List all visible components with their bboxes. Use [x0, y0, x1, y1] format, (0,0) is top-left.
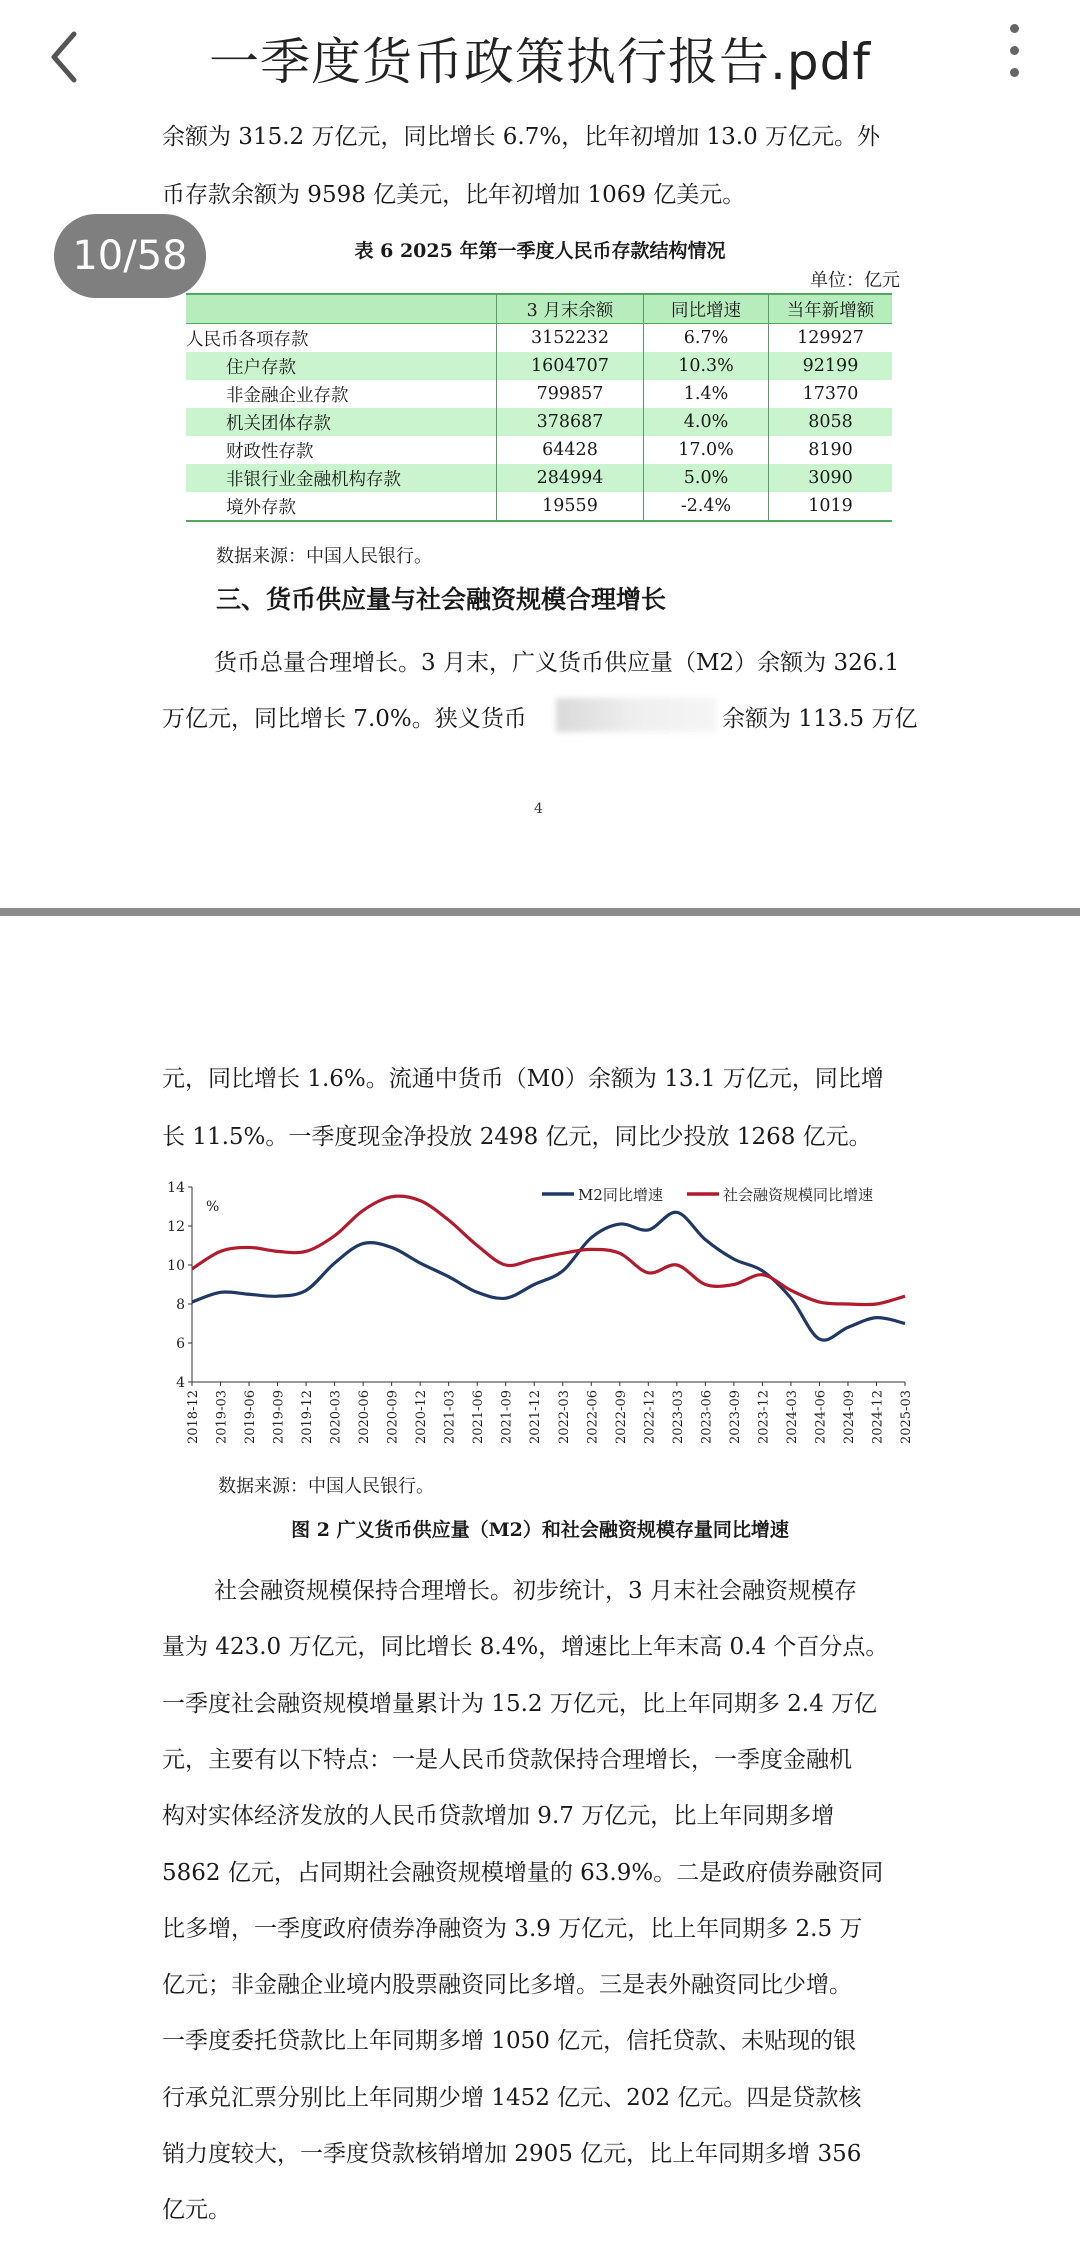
- text-line: 一季度委托贷款比上年同期多增 1050 亿元，信托贷款、未贴现的银: [162, 2028, 857, 2055]
- text-line: 元，主要有以下特点：一是人民币贷款保持合理增长，一季度金融机: [162, 1746, 852, 1773]
- text-line: 元，同比增长 1.6%。流通中货币（M0）余额为 13.1 万亿元，同比增: [162, 1066, 884, 1092]
- text-line: 5862 亿元，占同期社会融资规模增量的 63.9%。二是政府债券融资同: [162, 1859, 884, 1886]
- table-row: [186, 436, 892, 464]
- text-line: 比多增，一季度政府债券净融资为 3.9 万亿元，比上年同期多 2.5 万: [162, 1915, 863, 1942]
- text-line: 亿元。: [162, 2197, 231, 2224]
- x-tick-label: 2020-03: [328, 1390, 344, 1445]
- document-title: 一季度货币政策执行报告.pdf: [209, 33, 871, 91]
- x-tick-label: 2024-09: [841, 1390, 857, 1445]
- text-line: 社会融资规模保持合理增长。初步统计，3 月末社会融资规模存: [214, 1578, 857, 1604]
- text-line: 余额为 315.2 万亿元，同比增长 6.7%，比年初增加 13.0 万亿元。外: [162, 124, 881, 150]
- x-tick-label: 2020-09: [385, 1390, 401, 1445]
- legend-label: 社会融资规模同比增速: [723, 1186, 874, 1204]
- x-tick-label: 2021-03: [442, 1390, 458, 1445]
- y-tick-label: 4: [176, 1375, 185, 1391]
- table-cell: 6.7%: [644, 324, 769, 353]
- deposit-table: [186, 293, 892, 522]
- page-number: 4: [534, 801, 543, 817]
- x-tick-label: 2022-09: [613, 1390, 629, 1445]
- table-cell: 4.0%: [644, 408, 769, 436]
- table-cell: 机关团体存款: [186, 408, 497, 436]
- text-line: 一季度社会融资规模增量累计为 15.2 万亿元，比上年同期多 2.4 万亿: [162, 1690, 878, 1717]
- x-tick-label: 2020-06: [357, 1390, 373, 1445]
- x-tick-label: 2024-03: [784, 1390, 800, 1445]
- x-tick-label: 2023-12: [756, 1390, 772, 1445]
- x-tick-label: 2023-09: [727, 1390, 743, 1445]
- x-tick-label: 2019-06: [243, 1390, 259, 1445]
- table-cell: 1604707: [497, 352, 644, 380]
- y-tick-label: 6: [176, 1336, 185, 1352]
- x-tick-label: 2024-12: [870, 1390, 886, 1445]
- chart-y-ticks: [167, 1180, 219, 1391]
- x-tick-label: 2021-06: [471, 1390, 487, 1445]
- table-row: [186, 380, 892, 408]
- page-divider: [0, 908, 1080, 916]
- table-row: [186, 352, 892, 380]
- text-line: 量为 423.0 万亿元，同比增长 8.4%，增速比上年末高 0.4 个百分点。: [162, 1634, 889, 1661]
- table-cell: 3090: [769, 464, 893, 492]
- section-heading: 三、货币供应量与社会融资规模合理增长: [216, 585, 667, 614]
- text-line: 亿元；非金融企业境内股票融资同比多增。三是表外融资同比少增。: [162, 1972, 852, 1999]
- table-cell: 5.0%: [644, 464, 769, 492]
- table-cell: 非银行业金融机构存款: [186, 464, 497, 492]
- x-tick-label: 2022-06: [585, 1390, 601, 1445]
- text-line: 余额为 113.5 万亿: [722, 706, 918, 732]
- top-bar: [0, 0, 1080, 110]
- page-indicator: 10/58: [54, 214, 206, 298]
- table-cell: 64428: [497, 436, 644, 464]
- text-line: 货币总量合理增长。3 月末，广义货币供应量（M2）余额为 326.1: [214, 650, 900, 676]
- text-line: 万亿元，同比增长 7.0%。狭义货币: [162, 706, 527, 732]
- table-cell: 129927: [769, 324, 893, 353]
- table-header: [186, 294, 497, 324]
- m2-growth-line: [192, 1212, 905, 1340]
- x-tick-label: 2021-12: [528, 1390, 544, 1445]
- text-line: 销力度较大，一季度贷款核销增加 2905 亿元，比上年同期多增 356: [162, 2141, 862, 2167]
- chart-legend: [542, 1186, 873, 1204]
- chart-x-ticks: [186, 1382, 914, 1444]
- x-tick-label: 2019-12: [300, 1390, 316, 1445]
- x-tick-label: 2024-06: [813, 1390, 829, 1445]
- table-cell: 人民币各项存款: [186, 329, 309, 350]
- table-source: 数据来源：中国人民银行。: [216, 546, 432, 567]
- x-tick-label: 2022-12: [642, 1390, 658, 1445]
- table-caption: 表 6 2025 年第一季度人民币存款结构情况: [354, 240, 726, 262]
- table-cell: 284994: [497, 464, 644, 492]
- table-cell: 住户存款: [186, 352, 497, 380]
- table-header: 3 月末余额: [497, 294, 644, 324]
- table-row: [186, 408, 892, 436]
- x-tick-label: 2019-03: [214, 1390, 230, 1445]
- y-tick-label: 12: [167, 1219, 185, 1235]
- x-tick-label: 2025-03: [899, 1390, 914, 1445]
- table-cell: 8058: [769, 408, 893, 436]
- chart-axes: [192, 1187, 905, 1382]
- table-unit: 单位：亿元: [810, 270, 900, 291]
- table-row: [186, 324, 892, 353]
- y-axis-label: %: [206, 1199, 220, 1215]
- x-tick-label: 2023-06: [699, 1390, 715, 1445]
- table-header: 当年新增额: [769, 294, 893, 324]
- table-cell: 1.4%: [644, 380, 769, 408]
- x-tick-label: 2020-12: [414, 1390, 430, 1445]
- table-cell: 92199: [769, 352, 893, 380]
- y-tick-label: 14: [167, 1180, 185, 1196]
- table-cell: 非金融企业存款: [226, 385, 349, 406]
- x-tick-label: 2021-09: [499, 1390, 515, 1445]
- text-line: 币存款余额为 9598 亿美元，比年初增加 1069 亿美元。: [162, 182, 746, 208]
- text-line: 行承兑汇票分别比上年同期少增 1452 亿元、202 亿元。四是贷款核: [162, 2084, 862, 2111]
- table-cell: -2.4%: [644, 492, 769, 521]
- table-cell: 境外存款: [186, 492, 497, 521]
- table-cell: 1019: [769, 492, 893, 521]
- chart-lines: [192, 1196, 905, 1340]
- blurred-region: [556, 698, 716, 732]
- legend-label: M2同比增速: [578, 1186, 663, 1204]
- table-cell: 3152232: [497, 324, 644, 353]
- table-cell: 19559: [497, 492, 644, 521]
- table-cell: 17.0%: [644, 436, 769, 464]
- table-cell: 17370: [769, 380, 893, 408]
- text-line: 长 11.5%。一季度现金净投放 2498 亿元，同比少投放 1268 亿元。: [162, 1124, 872, 1150]
- y-tick-label: 10: [167, 1258, 185, 1274]
- table-row: [186, 492, 892, 521]
- text-line: 构对实体经济发放的人民币贷款增加 9.7 万亿元，比上年同期多增: [162, 1803, 835, 1830]
- x-tick-label: 2022-03: [556, 1390, 572, 1445]
- m2-afre-chart: [167, 1170, 920, 1460]
- x-tick-label: 2019-09: [271, 1390, 287, 1445]
- y-tick-label: 8: [176, 1297, 185, 1313]
- table-header: 同比增速: [644, 294, 769, 324]
- table-cell: 8190: [769, 436, 893, 464]
- more-options-icon[interactable]: [996, 24, 1032, 84]
- figure-source: 数据来源：中国人民银行。: [218, 1476, 434, 1497]
- table-cell: 378687: [497, 408, 644, 436]
- table-row: [186, 464, 892, 492]
- x-tick-label: 2018-12: [186, 1390, 201, 1445]
- table-cell: 10.3%: [644, 352, 769, 380]
- table-cell: 财政性存款: [226, 441, 314, 462]
- afre-growth-line: [192, 1196, 905, 1305]
- table-cell: 799857: [497, 380, 644, 408]
- x-tick-label: 2023-03: [670, 1390, 686, 1445]
- figure-caption: 图 2 广义货币供应量（M2）和社会融资规模存量同比增速: [291, 1519, 789, 1541]
